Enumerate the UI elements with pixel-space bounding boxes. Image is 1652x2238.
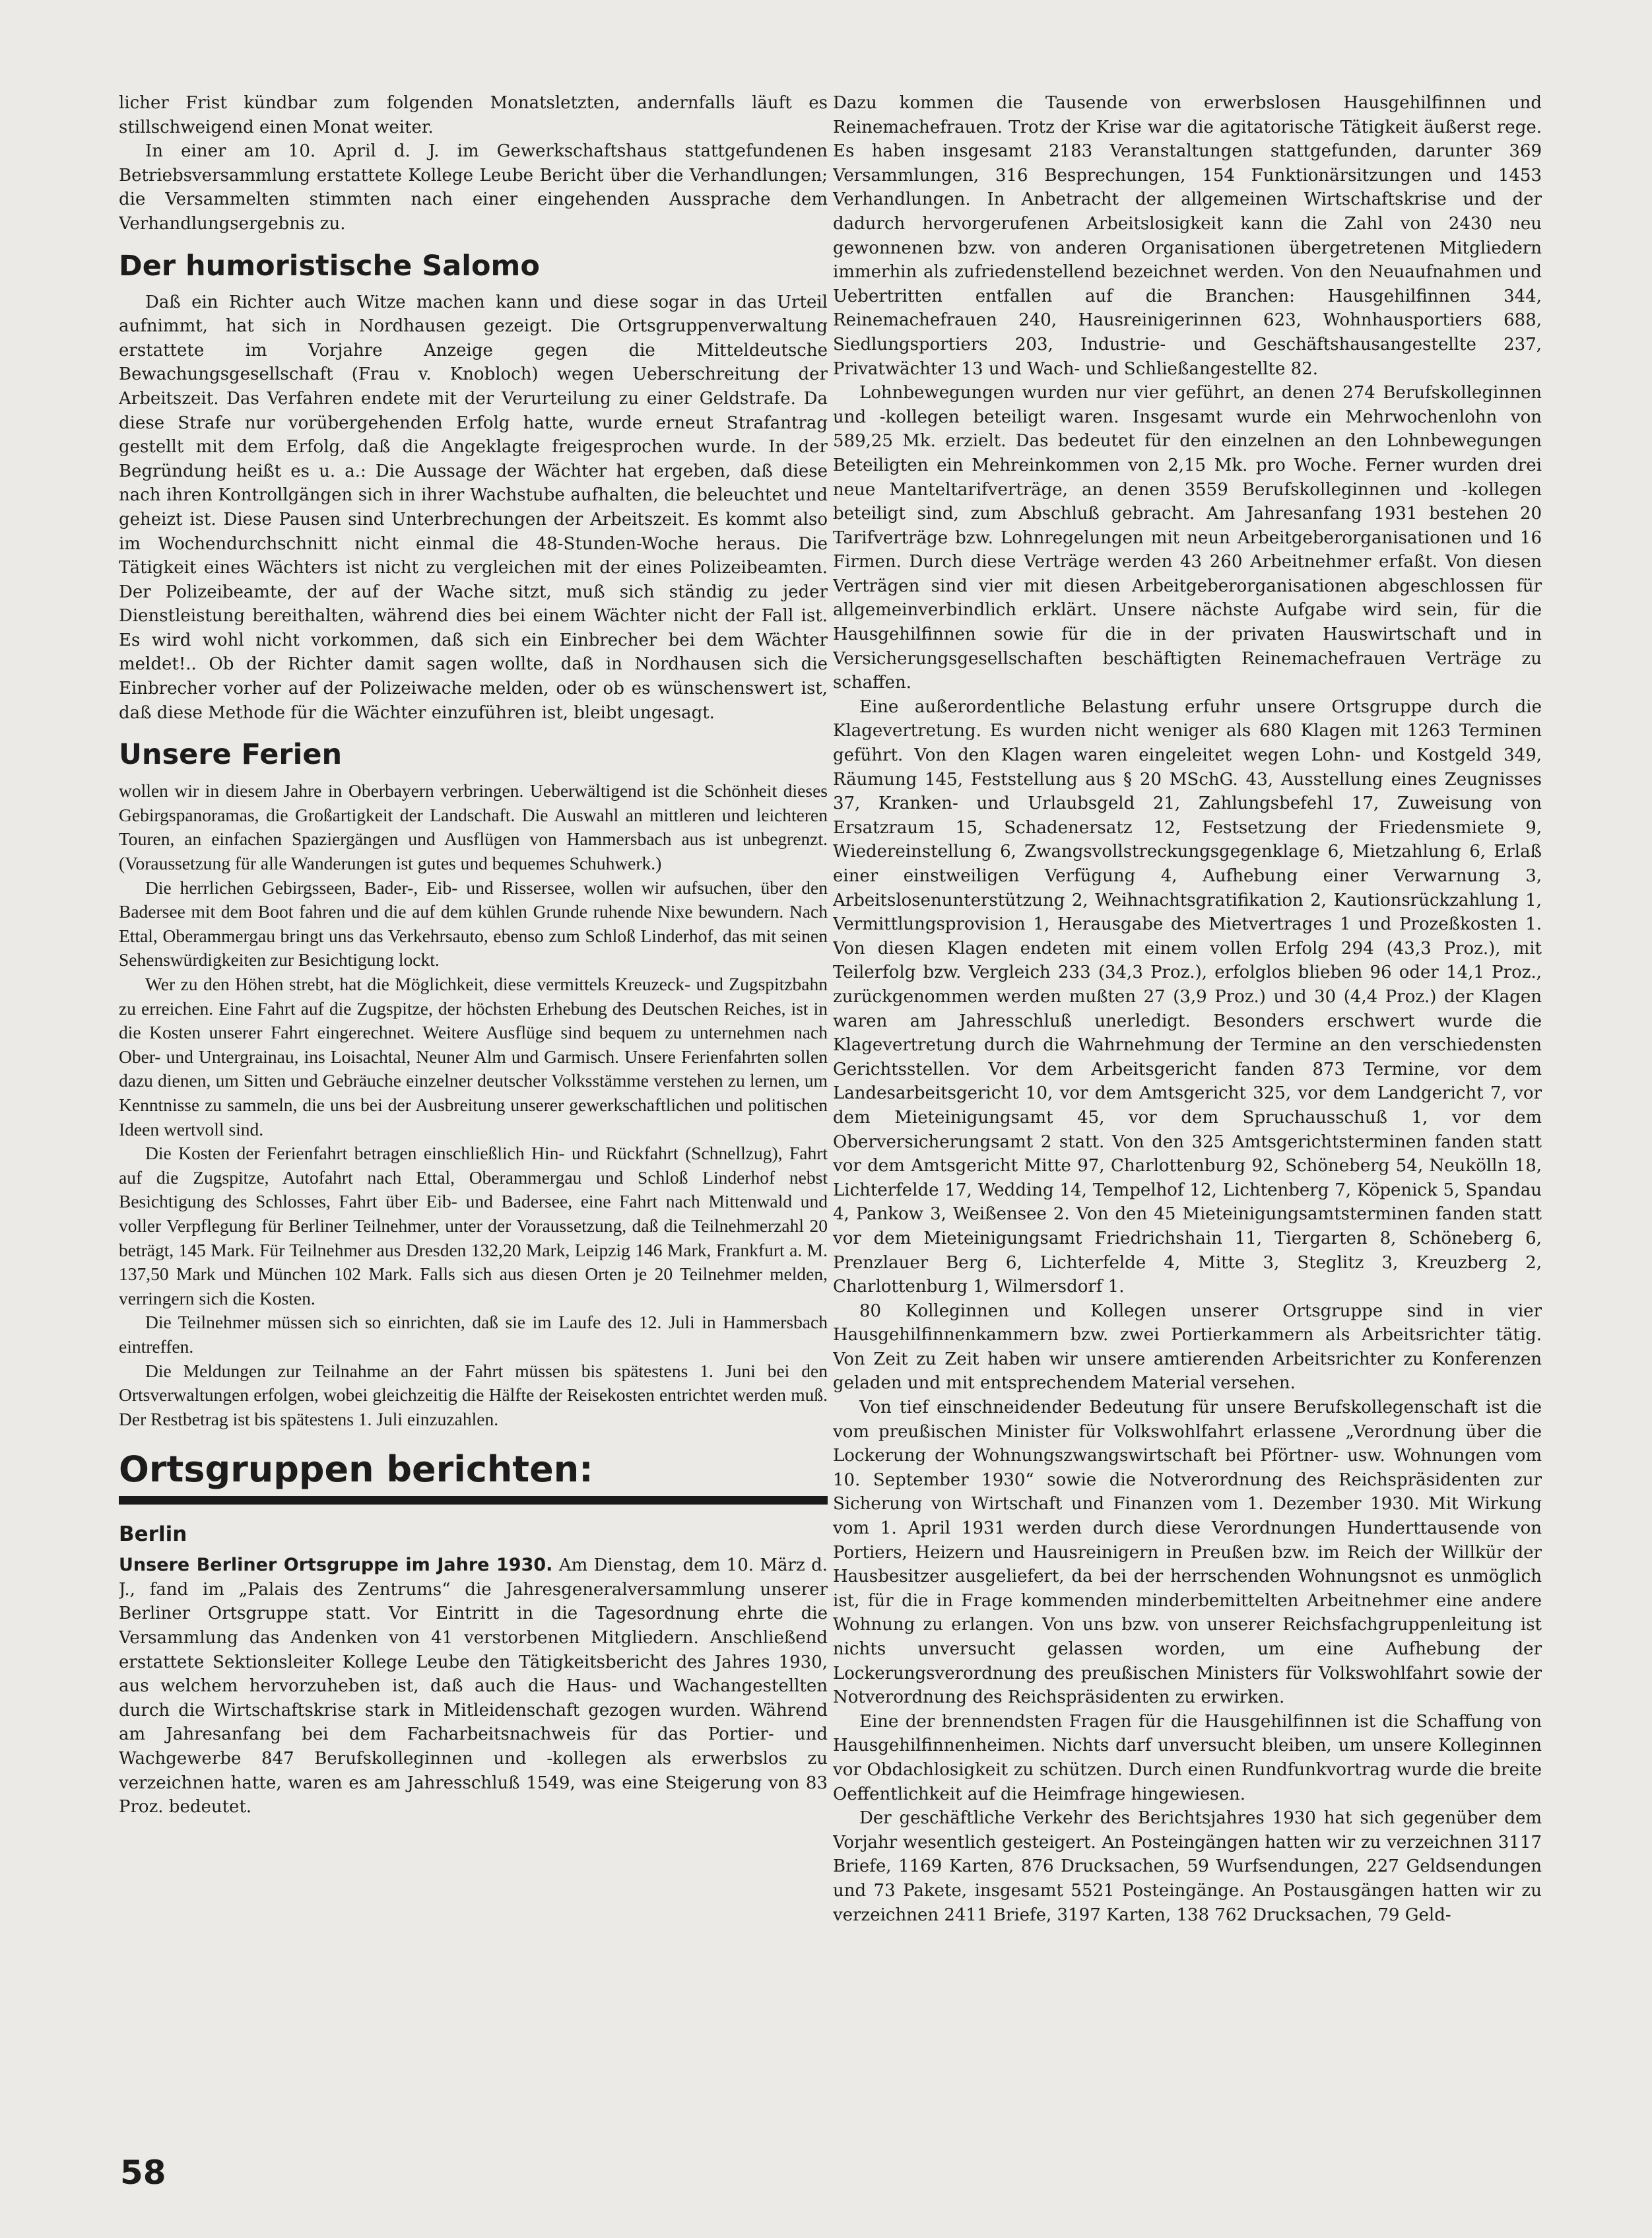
berlin-paragraph-text: Am Dienstag, dem 10. März d. J., fand im „Palais des Zentrums“ die Jahresgeneralversammlung unserer Berliner Ortsgruppe statt. Vor Eintritt in die Tagesordnung ehrte die Versammlung das Andenken von 41 verstorbenen Mitgliedern. Anschließend erstattete Sektionsleiter Kollege Leube den Tätigkeitsbericht des Jahres 1930, aus welchem hervorzuheben ist, daß auch die Haus- und Wachangestellten durch die Wirtschaftskrise stark in Mitleidenschaft gezogen wurden. Während am Jahresanfang bei dem Facharbeitsnachweis für das Portier- und Wachgewerbe 847 Berufskolleginnen und -kollegen als erwerbslos zu verzeichnen hatte, waren es am Jahresschluß 1549, was eine Steigerung von 83 Proz. bedeutet. (119, 1555, 828, 1817)
right-paragraph-2: Lohnbewegungen wurden nur vier geführt, an denen 274 Berufskolleginnen und -kollegen beteiligt waren. Insgesamt wurde ein Mehrwochenlohn von 589,25 Mk. erzielt. Das bedeutet für den einzelnen an den Lohnbewegungen Beteiligten ein Mehreinkommen von 2,15 Mk. pro Woche. Ferner wurden drei neue Manteltarifverträge, an denen 3559 Berufskolleginnen und -kollegen beteiligt sind, zum Abschluß gebracht. Am Jahresanfang 1931 bestehen 20 Tarifverträge bzw. Lohnregelungen mit neun Arbeitgeberorganisationen und 16 Firmen. Durch diese Verträge werden 43 260 Arbeitnehmer erfaßt. Von diesen Verträgen sind vier mit diesen Arbeitgeberorganisationen abgeschlossen für allgemeinverbindlich erklärt. Unsere nächste Aufgabe wird sein, für die Hausgehilfinnen sowie für die in der privaten Hauswirtschaft und in Versicherungsgesellschaften beschäftigten Reinemachefrauen Verträge zu schaffen. (833, 383, 1542, 693)
right-paragraph-1: Dazu kommen die Tausende von erwerbslosen Hausgehilfinnen und Reinemachefrauen. Trotz der Krise war die agitatorische Tätigkeit äußerst rege. Es haben insgesamt 2183 Veranstaltungen stattgefunden, darunter 369 Versammlungen, 316 Besprechungen, 154 Funktionärsitzungen und 1453 Verhandlungen. In Anbetracht der allgemeinen Wirtschaftskrise und der dadurch hervorgerufenen Arbeitslosigkeit kann die Zahl von 2430 neu gewonnenen bzw. von anderen Organisationen übergetretenen Mitgliedern immerhin als zufriedenstellend bezeichnet werden. Von den Neuaufnahmen und Uebertritten entfallen auf die Branchen: Hausgehilfinnen 344, Reinemachefrauen 240, Hausreinigerinnen 623, Wohnhausportiers 688, Siedlungsportiers 203, Industrie- und Geschäftshausangestellte 237, Privatwächter 13 und Wach- und Schließangestellte 82. (833, 93, 1542, 379)
right-paragraph-3: Eine außerordentliche Belastung erfuhr unsere Ortsgruppe durch die Klagevertretung. Es wurden nicht weniger als 680 Klagen mit 1263 Terminen geführt. Von den Klagen waren eingeleitet wegen Lohn- und Kostgeld 349, Räumung 145, Feststellung aus § 20 MSchG. 43, Ausstellung eines Zeugnisses 37, Kranken- und Urlaubsgeld 21, Zahlungsbefehl 17, Zuweisung von Ersatzraum 15, Schadenersatz 12, Festsetzung der Friedensmiete 9, Wiedereinstellung 6, Zwangsvollstreckungsgegenklage 6, Mietzahlung 6, Erlaß einer einstweiligen Verfügung 4, Aufhebung einer Verwarnung 3, Arbeitslosenunterstützung 2, Weihnachtsgratifikation 2, Kautionsrückzahlung 1, Vermittlungsprovision 1, Herausgabe des Mietvertrages 1 und Prozeßkosten 1. Von diesen Klagen endeten mit einem vollen Erfolg 294 (43,3 Proz.), mit Teilerfolg bzw. Vergleich 233 (34,3 Proz.), erfolglos blieben 96 oder 14,1 Proz., zurückgenommen werden mußten 27 (3,9 Proz.) und 30 (4,4 Proz.) der Klagen waren am Jahresschluß unerledigt. Besonders erschwert wurde die Klagevertretung durch die Wahrnehmung der Termine an den verschiedensten Gerichtsstellen. Vor dem Arbeitsgericht fanden 873 Termine, vor dem Landesarbeitsgericht 10, vor dem Amtsgericht 325, vor dem Landgericht 7, vor dem Mieteinigungsamt 45, vor dem Spruchausschuß 1, vor dem Oberversicherungsamt 2 statt. Von den 325 Amtsgerichtsterminen fanden statt vor dem Amtsgericht Mitte 97, Charlottenburg 92, Schöneberg 54, Neukölln 18, Lichterfelde 17, Wedding 14, Tempelhof 12, Lichtenberg 7, Köpenick 5, Spandau 4, Pankow 3, Weißensee 2. Von den 45 Mieteinigungsamtsterminen fanden statt vor dem Mieteinigungsamt Friedrichshain 11, Tiergarten 8, Schöneberg 6, Prenzlauer Berg 6, Lichterfelde 4, Mitte 3, Steglitz 3, Kreuzberg 2, Charlottenburg 1, Wilmersdorf 1. (833, 696, 1542, 1297)
ferien-paragraph-4: Die Kosten der Ferienfahrt betragen einschließlich Hin- und Rückfahrt (Schnellzug), Fahrt auf die Zugspitze, Autofahrt nach Ettal, Oberammergau und Schloß Linderhof nebst Besichtigung des Schlosses, Fahrt über Eib- und Badersee, eine Fahrt nach Mittenwald und voller Verpflegung für Berliner Teilnehmer, unter der Voraussetzung, daß die Teilnehmerzahl 20 beträgt, 145 Mark. Für Teilnehmer aus Dresden 132,20 Mark, Leipzig 146 Mark, Frankfurt a. M. 137,50 Mark und München 102 Mark. Falls sich aus diesen Orten je 20 Teilnehmer melden, verringern sich die Kosten. (119, 1143, 828, 1308)
ferien-paragraph-3: Wer zu den Höhen strebt, hat die Möglichkeit, diese vermittels Kreuzeck- und Zugspitzbahn zu erreichen. Eine Fahrt auf die Zugspitze, der höchsten Erhebung des Deutschen Reiches, ist in die Kosten unserer Fahrt eingerechnet. Weitere Ausflüge sind bequem zu unternehmen nach Ober- und Untergrainau, ins Loisachtal, Neuner Alm und Garmisch. Unsere Ferienfahrten sollen dazu dienen, um Sitten und Gebräuche einzelner deutscher Volksstämme verstehen zu lernen, um Kenntnisse zu sammeln, die uns bei der Ausbreitung unserer gewerkschaftlichen und politischen Ideen wertvoll sind. (119, 974, 828, 1139)
heading-rule (119, 1496, 828, 1505)
berlin-heading: Berlin (119, 1522, 187, 1547)
ferien-paragraph-1: wollen wir in diesem Jahre in Oberbayern verbringen. Ueberwältigend ist die Schönheit dieses Gebirgspanoramas, die Großartigkeit der Landschaft. Die Auswahl an mittleren und leichteren Touren, an einfachen Spaziergängen und Ausflügen von Hammersbach aus ist unbegrenzt. (Voraussetzung für alle Wanderungen ist gutes und bequemes Schuhwerk.) (119, 780, 828, 874)
berlin-paragraph (119, 1553, 828, 1819)
right-paragraph-7: Der geschäftliche Verkehr des Berichtsjahres 1930 hat sich gegenüber dem Vorjahr wesentlich gesteigert. An Posteingängen hatten wir zu verzeichnen 3117 Briefe, 1169 Karten, 876 Drucksachen, 59 Wurfsendungen, 227 Geldsendungen und 73 Pakete, insgesamt 5521 Posteingänge. An Postausgängen hatten wir zu verzeichnen 2411 Briefe, 3197 Karten, 138 762 Drucksachen, 79 Geld- (833, 1808, 1542, 1925)
left-column (119, 91, 828, 2157)
salomo-heading: Der humoristische Salomo (119, 249, 540, 283)
right-paragraph-5: Von tief einschneidender Bedeutung für unsere Berufskollegenschaft ist die vom preußischen Minister für Volkswohlfahrt erlassene „Verordnung über die Lockerung der Wohnungszwangswirtschaft bei Pförtner- usw. Wohnungen vom 10. September 1930“ sowie die Notverordnung des Reichspräsidenten zur Sicherung von Wirtschaft und Finanzen vom 1. Dezember 1930. Mit Wirkung vom 1. April 1931 werden durch diese Verordnungen Hunderttausende von Portiers, Heizern und Hausreinigern in Preußen bzw. im Reich der Willkür der Hausbesitzer ausgeliefert, da bei der herrschenden Wohnungsnot es unmöglich ist, für die in Frage kommenden minderbemittelten Arbeitnehmer eine andere Wohnung zu erlangen. Von uns bzw. von unserer Reichsfachgruppenleitung ist nichts unversucht gelassen worden, um eine Aufhebung der Lockerungsverordnung des preußischen Ministers für Volkswohlfahrt sowie der Notverordnung des Reichspräsidenten zu erwirken. (833, 1398, 1542, 1708)
intro-paragraph-2: In einer am 10. April d. J. im Gewerkschaftshaus stattgefundenen Betriebsversammlung erstattete Kollege Leube Bericht über die Verhandlungen; die Versammelten stimmten nach einer eingehenden Aussprache dem Verhandlungsergebnis zu. (119, 141, 828, 234)
ferien-heading: Unsere Ferien (119, 738, 343, 772)
intro-paragraph-1: licher Frist kündbar zum folgenden Monatsletzten, andernfalls läuft es stillschweigend einen Monat weiter. (119, 93, 828, 137)
ferien-paragraph-6: Die Meldungen zur Teilnahme an der Fahrt müssen bis spätestens 1. Juni bei den Ortsverwaltungen erfolgen, wobei gleichzeitig die Hälfte der Reisekosten entrichtet werden muß. Der Restbetrag ist bis spätestens 1. Juli einzuzahlen. (119, 1360, 828, 1429)
page-number: 58 (120, 2153, 166, 2192)
ferien-paragraph-5: Die Teilnehmer müssen sich so einrichten, daß sie im Laufe des 12. Juli in Hammersbach eintreffen. (119, 1312, 828, 1357)
berlin-runin-title: Unsere Berliner Ortsgruppe im Jahre 1930. (119, 1555, 553, 1576)
ferien-paragraph-2: Die herrlichen Gebirgsseen, Bader-, Eib- und Rissersee, wollen wir aufsuchen, über den Badersee mit dem Boot fahren und die auf dem kühlen Grunde ruhende Nixe bewundern. Nach Ettal, Oberammergau bringt uns das Verkehrsauto, ebenso zum Schloß Linderhof, das mit seinen Sehenswürdigkeiten zur Besichtigung lockt. (119, 877, 828, 970)
right-paragraph-6: Eine der brennendsten Fragen für die Hausgehilfinnen ist die Schaffung von Hausgehilfinnenheimen. Nichts darf unversucht bleiben, um unsere Kolleginnen vor Obdachlosigkeit zu schützen. Durch einen Rundfunkvortrag wurde die breite Oeffentlichkeit auf die Heimfrage hingewiesen. (833, 1711, 1542, 1804)
ortsgruppen-heading: Ortsgruppen berichten: (119, 1448, 593, 1491)
salomo-paragraph: Daß ein Richter auch Witze machen kann und diese sogar in das Urteil aufnimmt, hat sich in Nordhausen gezeigt. Die Ortsgruppenverwaltung erstattete im Vorjahre Anzeige gegen die Mitteldeutsche Bewachungsgesellschaft (Frau v. Knobloch) wegen Ueberschreitung der Arbeitszeit. Das Verfahren endete mit der Verurteilung zu einer Geldstrafe. Da diese Strafe nur vorübergehenden Erfolg hatte, wurde erneut Strafantrag gestellt mit dem Erfolg, daß die Angeklagte freigesprochen wurde. In der Begründung heißt es u. a.: Die Aussage der Wächter hat ergeben, daß diese nach ihren Kontrollgängen sich in ihrer Wachstube aufhalten, die beleuchtet und geheizt ist. Diese Pausen sind Unterbrechungen der Arbeitszeit. Es kommt also im Wochendurchschnitt nicht einmal die 48-Stunden-Woche heraus. Die Tätigkeit eines Wächters ist nicht zu vergleichen mit der eines Polizeibeamten. Der Polizeibeamte, der auf der Wache sitzt, muß sich ständig zu jeder Dienstleistung bereithalten, während dies bei einem Wächter nicht der Fall ist. Es wird wohl nicht vorkommen, daß sich ein Einbrecher bei dem Wächter meldet!.. Ob der Richter damit sagen wollte, daß in Nordhausen sich die Einbrecher vorher auf der Polizeiwache melden, oder ob es wünschenswert ist, daß diese Methode für die Wächter einzuführen ist, bleibt ungesagt. (119, 292, 828, 723)
right-paragraph-4: 80 Kolleginnen und Kollegen unserer Ortsgruppe sind in vier Hausgehilfinnenkammern bzw. zwei Portierkammern als Arbeitsrichter tätig. Von Zeit zu Zeit haben wir unsere amtierenden Arbeitsrichter zu Konferenzen geladen und mit entsprechendem Material versehen. (833, 1301, 1542, 1394)
right-column (833, 91, 1542, 2157)
